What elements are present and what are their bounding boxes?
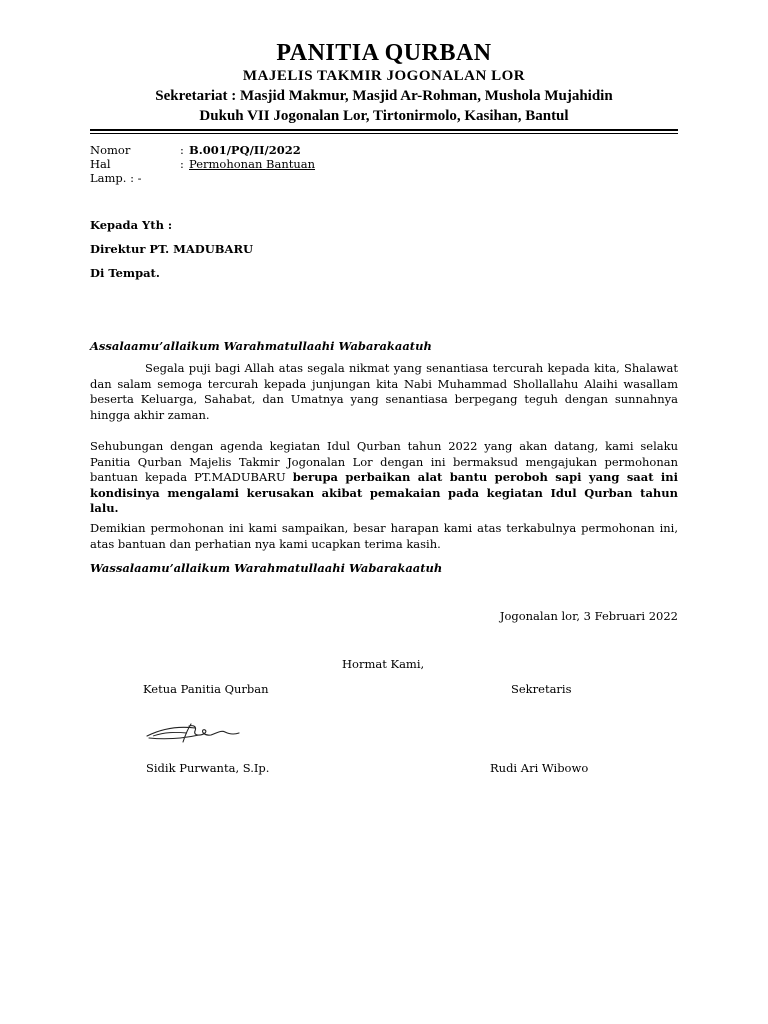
letterhead-secretariat: Sekretariat : Masjid Makmur, Masjid Ar-Rohman, Mushola Mujahidin — [155, 88, 613, 104]
recipient-kepada: Kepada Yth : — [90, 218, 173, 232]
hal-label: Hal — [90, 157, 111, 171]
paragraph-3: Demikian permohonan ini kami sampaikan, besar harapan kami atas terkabulnya permohonan ini, atas bantuan dan perhatian nya kami ucapkan terima kasih. — [90, 521, 678, 551]
hal-value: Permohonan Bantuan — [189, 157, 316, 171]
recipient-name: Direktur PT. MADUBARU — [90, 242, 254, 256]
hal-colon: : — [180, 157, 184, 171]
nomor-label: Nomor — [90, 143, 131, 157]
left-signatory-title: Ketua Panitia Qurban — [143, 682, 269, 696]
letterhead-title: PANITIA QURBAN — [276, 40, 492, 66]
closing-greeting: Wassalaamu’allaikum Warahmatullaahi Wabarakaatuh — [90, 561, 443, 575]
nomor-colon: : — [180, 143, 184, 157]
right-signatory-name: Rudi Ari Wibowo — [490, 761, 589, 775]
letterhead-thin-rule — [90, 133, 678, 134]
paragraph-2 — [90, 439, 678, 517]
paragraph-1: Segala puji bagi Allah atas segala nikmat yang senantiasa tercurah kepada kita, Shalawat dan salam semoga tercurah kepada junjungan kita Nabi Muhammad Shollallahu Alaihi wasallam beserta Keluarga, Sahabat, dan Umatnya yang senantiasa berpegang teguh dengan sunnahnya hingga akhir zaman. — [90, 361, 678, 422]
recipient-place: Di Tempat. — [90, 266, 160, 280]
paragraph-2-text: Sehubungan dengan agenda kegiatan Idul Qurban tahun 2022 yang akan datang, kami selaku Panitia Qurban Majelis Takmir Jogonalan Lor dengan ini bermaksud mengajukan permohonan bantuan kepada PT.MADUBARU — [90, 439, 678, 484]
left-signatory-name: Sidik Purwanta, S.Ip. — [146, 761, 270, 775]
signature-handwriting — [145, 718, 245, 746]
paragraph-2-emphasis: berupa perbaikan alat bantu peroboh sapi yang saat ini kondisinya mengalami kerusakan akibat pemakaian pada kegiatan Idul Qurban tahun lalu. — [90, 470, 678, 515]
hormat-kami: Hormat Kami, — [342, 657, 425, 671]
greeting: Assalaamu’allaikum Warahmatullaahi Wabarakaatuh — [90, 339, 432, 353]
letterhead-organization: MAJELIS TAKMIR JOGONALAN LOR — [242, 68, 526, 84]
letterhead-thick-rule — [90, 129, 678, 131]
letterhead-address: Dukuh VII Jogonalan Lor, Tirtonirmolo, Kasihan, Bantul — [199, 108, 569, 124]
right-signatory-title: Sekretaris — [511, 682, 572, 696]
lamp-line: Lamp. : - — [90, 171, 142, 185]
nomor-value: B.001/PQ/II/2022 — [189, 143, 301, 157]
place-date: Jogonalan lor, 3 Februari 2022 — [499, 609, 678, 623]
